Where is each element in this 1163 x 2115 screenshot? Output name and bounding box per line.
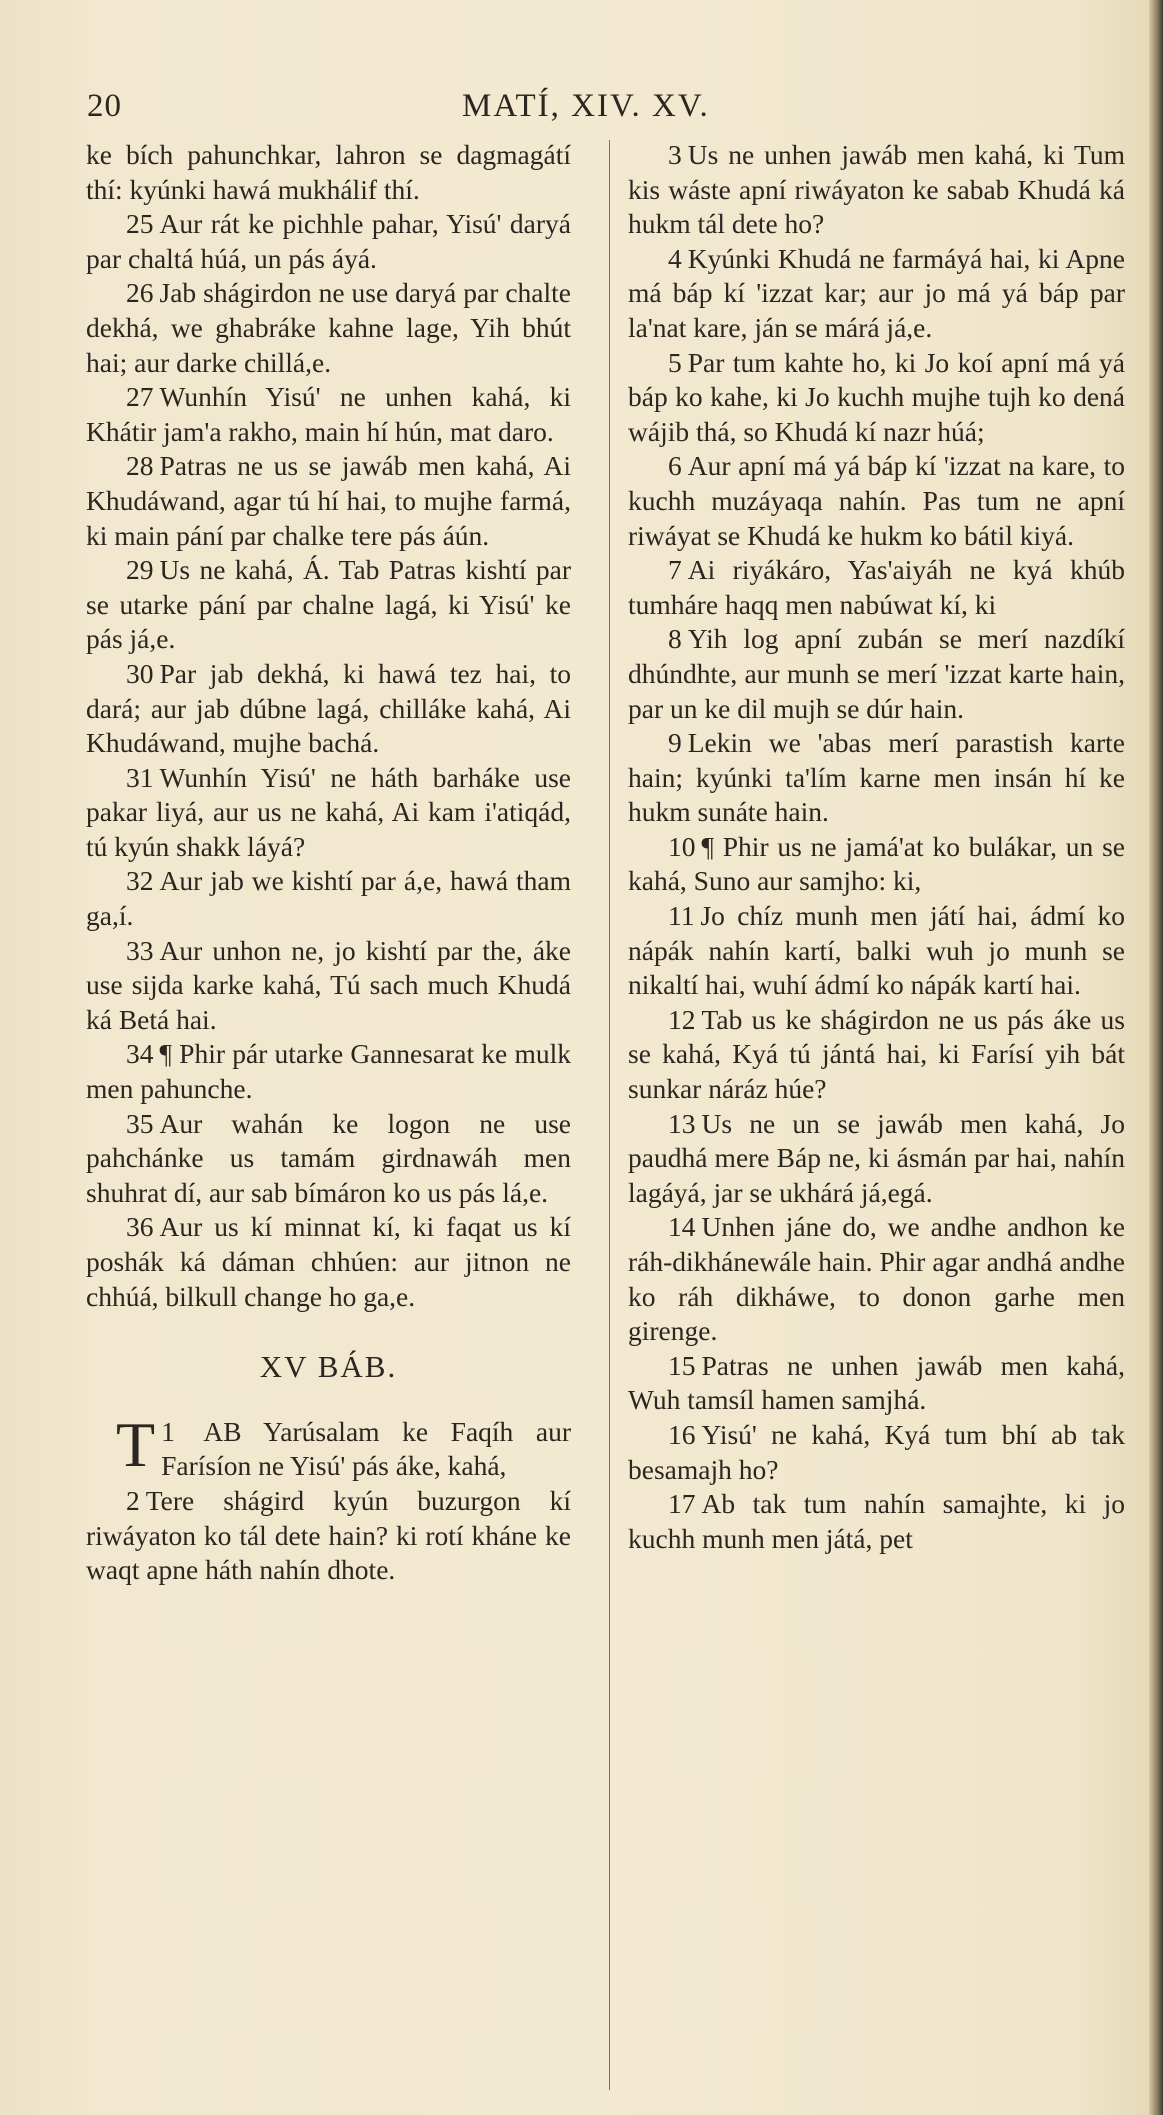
verse-text: Aur jab we kishtí par á,e, hawá tham ga,í. bbox=[86, 865, 571, 932]
verse-text: Aur apní má yá báp kí 'izzat na kare, to kuchh muzáyaqa nahín. Pas tum ne apní riwáyat se Khudá ke hukm ko bátil kiyá. bbox=[628, 450, 1125, 551]
verse-number: 6 bbox=[668, 450, 682, 482]
verse-text: Patras ne us se jawáb men kahá, Ai Khudáwand, agar tú hí hai, to mujhe farmá, ki main pání par chalke tere pás áún. bbox=[86, 450, 571, 551]
verse-number: 30 bbox=[126, 657, 154, 689]
verse bbox=[86, 1107, 571, 1211]
verse bbox=[628, 1107, 1125, 1211]
verses-chapter-14 bbox=[86, 138, 571, 1314]
verse bbox=[628, 899, 1125, 1003]
verse-number: 2 bbox=[126, 1484, 140, 1516]
verse-text: Wunhín Yisú' ne unhen kahá, ki Khátir jam'a rakho, main hí hún, mat daro. bbox=[86, 381, 571, 447]
verse-number: 16 bbox=[668, 1418, 696, 1450]
verse-text: Tere shágird kyún buzurgon kí riwáyaton ko tál dete hain? ki rotí kháne ke waqt apne háth nahín dhote. bbox=[86, 1484, 571, 1586]
verse-text: Lekin we 'abas merí parastish karte hain; kyúnki ta'lím karne men insán hí ke hukm sunáte hain. bbox=[628, 727, 1125, 828]
verse-text: Us ne kahá, Á. Tab Patras kishtí par se utarke pání par chalne lagá, ki Yisú' ke pás já,e. bbox=[86, 554, 571, 655]
verse-text: Aur unhon ne, jo kishtí par the, áke use sijda karke kahá, Tú sach much Khudá ká Betá hai. bbox=[86, 934, 571, 1035]
verse bbox=[628, 726, 1125, 830]
verse bbox=[628, 830, 1125, 899]
verse-text: Ai riyákáro, Yas'aiyáh ne kyá khúb tumháre haqq men nabúwat kí, ki bbox=[628, 554, 1125, 620]
verse-text: Patras ne unhen jawáb men kahá, Wuh tamsíl hamen samjhá. bbox=[628, 1349, 1125, 1416]
verse-number: 11 bbox=[668, 900, 695, 932]
verse-number: 4 bbox=[668, 242, 682, 274]
verse-text: Yisú' ne kahá, Kyá tum bhí ab tak besamajh ho? bbox=[628, 1418, 1125, 1485]
verse-text: Ab tak tum nahín samajhte, ki jo kuchh munh men játá, pet bbox=[628, 1488, 1125, 1554]
verse-text: AB Yarúsalam ke Faqíh aur Farísíon ne Yisú' pás áke, kahá, bbox=[161, 1415, 571, 1482]
verse bbox=[86, 207, 571, 276]
right-column bbox=[628, 138, 1125, 1556]
first-verse bbox=[86, 1408, 571, 1484]
verse-text: ¶ Phir pár utarke Gannesarat ke mulk men pahunche. bbox=[86, 1038, 571, 1105]
page-edge-shadow bbox=[1149, 0, 1163, 2115]
verse-text: Jo chíz munh men játí hai, ádmí ko nápák nahín kartí, balki wuh jo munh se nikaltí hai, wuhí ádmí ko nápák kartí hai. bbox=[628, 900, 1125, 1001]
verse-number: 7 bbox=[668, 554, 682, 586]
verse bbox=[628, 1003, 1125, 1107]
verse-text: Yih log apní zubán se merí nazdíkí dhúndhte, aur munh se merí 'izzat karte hain, par un ke dil mujh se dúr hain. bbox=[628, 623, 1125, 724]
verse-number: 28 bbox=[126, 450, 154, 482]
verse bbox=[86, 934, 571, 1038]
verse-number: 10 bbox=[668, 830, 696, 862]
verse bbox=[628, 1349, 1125, 1418]
verses-chapter-15-left bbox=[86, 1484, 571, 1588]
verse-number: 8 bbox=[668, 623, 682, 655]
verse-number: 26 bbox=[126, 277, 154, 309]
verse-number: 29 bbox=[126, 554, 154, 586]
verse-number: 35 bbox=[126, 1107, 154, 1139]
verse-number: 34 bbox=[126, 1038, 154, 1070]
verse-number: 15 bbox=[668, 1349, 696, 1381]
verse bbox=[628, 138, 1125, 242]
verse-text: Aur us kí minnat kí, ki faqat us kí poshák ká dáman chhúen: aur jitnon ne chhúá, bilkull change ho ga,e. bbox=[86, 1211, 571, 1312]
verse-number: 17 bbox=[668, 1488, 696, 1520]
chapter-heading: XV BÁB. bbox=[259, 1349, 398, 1385]
page-number: 20 bbox=[87, 88, 122, 124]
verse bbox=[86, 449, 571, 553]
verse-text: Wunhín Yisú' ne háth barháke use pakar liyá, aur us ne kahá, Ai kam i'atiqád, tú kyún shakk láyá? bbox=[86, 761, 571, 862]
verse-number: 33 bbox=[126, 934, 154, 966]
verse-text: Par tum kahte ho, ki Jo koí apní má yá báp ko kahe, ki Jo kuchh mujhe tujh ko dená wájib thá, so Khudá kí nazr húá; bbox=[628, 346, 1125, 447]
verse-number: 31 bbox=[126, 761, 154, 793]
verse bbox=[628, 553, 1125, 622]
verse-text: Aur wahán ke logon ne use pahchánke us tamám girdnawáh men shuhrat dí, aur sab bímáron ko us pás lá,e. bbox=[86, 1107, 571, 1208]
verse bbox=[86, 138, 571, 207]
left-column bbox=[86, 138, 571, 1588]
verse bbox=[86, 276, 571, 380]
verse bbox=[86, 553, 571, 657]
verse-number: 32 bbox=[126, 865, 154, 897]
verse-number: 27 bbox=[126, 381, 154, 413]
drop-cap: T bbox=[116, 1408, 156, 1480]
verse-text: Us ne unhen jawáb men kahá, ki Tum kis wáste apní riwáyaton ke sabab Khudá ká hukm tál dete ho? bbox=[628, 139, 1125, 240]
verse bbox=[86, 657, 571, 761]
verse bbox=[86, 864, 571, 933]
verse-text: Aur rát ke pichhle pahar, Yisú' daryá par chaltá húá, un pás áyá. bbox=[86, 208, 571, 274]
verse bbox=[86, 380, 571, 449]
verse-number: 36 bbox=[126, 1211, 154, 1243]
verse-number: 9 bbox=[668, 727, 682, 759]
verse-number: 14 bbox=[668, 1211, 696, 1243]
verse-number: 12 bbox=[668, 1003, 696, 1035]
verse bbox=[86, 1210, 571, 1314]
verses-chapter-15-right bbox=[628, 138, 1125, 1556]
verse bbox=[628, 346, 1125, 450]
verse-number: 5 bbox=[668, 346, 682, 378]
verse-number: 3 bbox=[668, 139, 682, 170]
verse bbox=[628, 242, 1125, 346]
verse bbox=[628, 1487, 1125, 1556]
verse-number: 13 bbox=[668, 1107, 696, 1139]
verse bbox=[86, 761, 571, 865]
verse-text: ¶ Phir us ne jamá'at ko bulákar, un se kahá, Suno aur samjho: ki, bbox=[628, 830, 1125, 897]
verse bbox=[628, 1418, 1125, 1487]
running-title: MATÍ, XIV. XV. bbox=[462, 88, 710, 124]
verse bbox=[628, 1210, 1125, 1348]
verse-text: Us ne un se jawáb men kahá, Jo paudhá mere Báp ne, ki ásmán par hai, nahín lagáyá, jar se ukhárá já,egá. bbox=[628, 1107, 1125, 1208]
page-header bbox=[0, 88, 1163, 128]
verse bbox=[628, 449, 1125, 553]
verse-text: Par jab dekhá, ki hawá tez hai, to dará; aur jab dúbne lagá, chilláke kahá, Ai Khudáwand, mujhe bachá. bbox=[86, 657, 571, 759]
verse-text: Unhen jáne do, we andhe andhon ke ráh-dikhánewále hain. Phir agar andhá andhe ko ráh dikháwe, to donon garhe men girenge. bbox=[628, 1211, 1125, 1347]
verse-text: Kyúnki Khudá ne farmáyá hai, ki Apne má báp kí 'izzat kar; aur jo má yá báp par la'nat kare, ján se márá já,e. bbox=[628, 242, 1125, 343]
verse-text: Jab shágirdon ne use daryá par chalte dekhá, we ghabráke kahne lage, Yih bhút hai; aur darke chillá,e. bbox=[86, 277, 571, 378]
verse-text: Tab us ke shágirdon ne us pás áke us se kahá, Kyá tú jántá hai, ki Farísí yih bát sunkar náráz húe? bbox=[628, 1003, 1125, 1105]
verse-text: ke bích pahunchkar, lahron se dagmagátí thí: kyúnki hawá mukhálif thí. bbox=[86, 139, 571, 205]
column-divider bbox=[609, 140, 610, 2090]
verse-number: 1 bbox=[161, 1415, 175, 1447]
verse-number: 25 bbox=[126, 208, 154, 240]
verse bbox=[86, 1484, 571, 1588]
verse bbox=[628, 622, 1125, 726]
verse bbox=[86, 1037, 571, 1106]
